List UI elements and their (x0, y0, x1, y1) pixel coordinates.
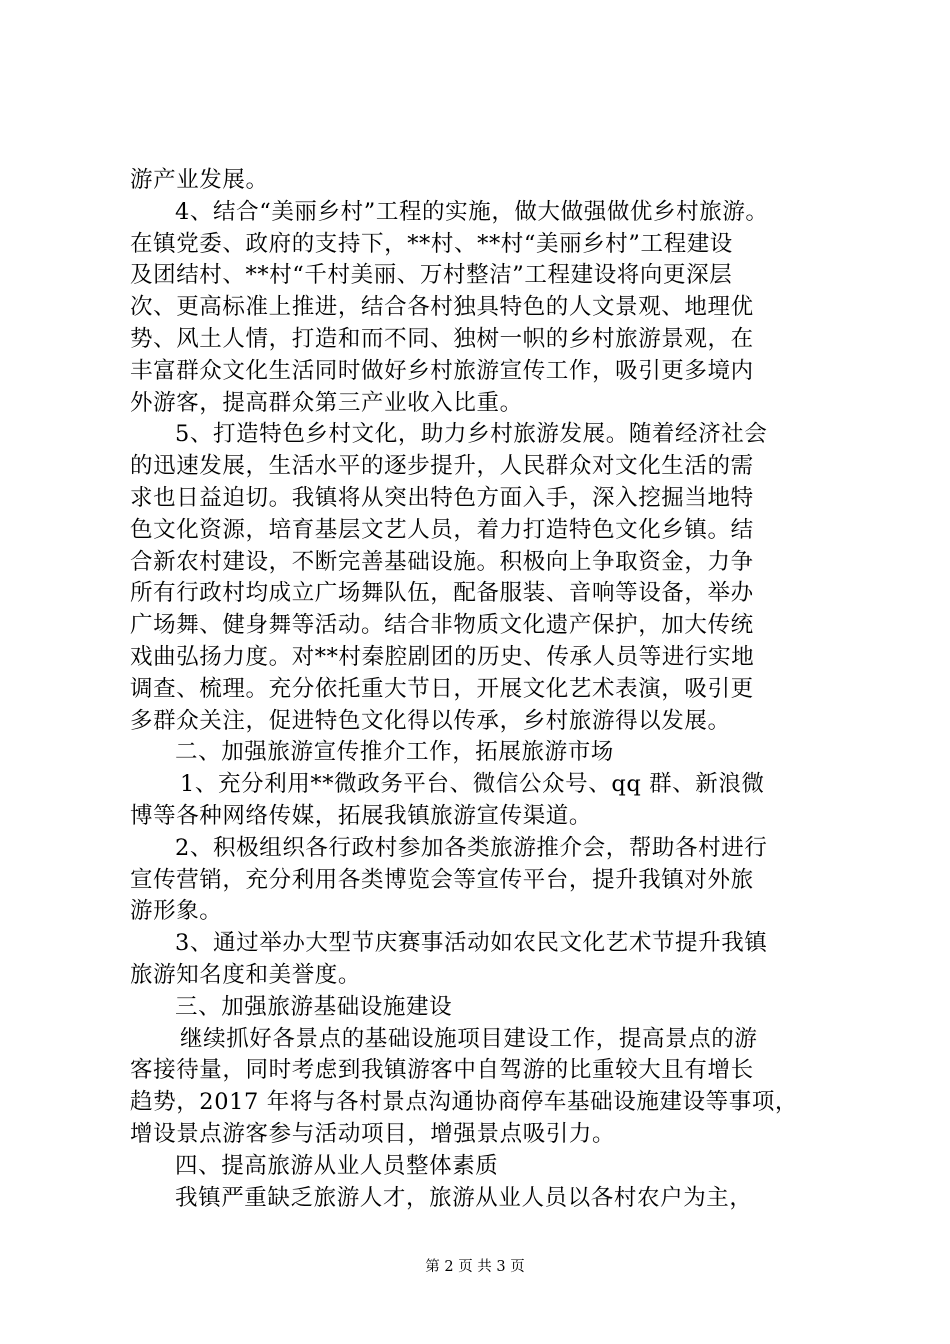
body-text-line: 合新农村建设，不断完善基础设施。积极向上争取资金，力争 (130, 548, 754, 575)
body-text-line: 5、打造特色乡村文化，助力乡村旅游发展。随着经济社会 (175, 421, 768, 448)
body-text-line: 我镇严重缺乏旅游人才，旅游从业人员以各村农户为主， (175, 1184, 753, 1211)
body-text-line: 2、积极组织各行政村参加各类旅游推介会，帮助各村进行 (175, 834, 768, 861)
body-text-line: 丰富群众文化生活同时做好乡村旅游宣传工作，吸引更多境内 (130, 357, 754, 384)
body-text-line: 调查、梳理。充分依托重大节日，开展文化艺术表演，吸引更 (130, 675, 754, 702)
body-text-line: 1、充分利用**微政务平台、微信公众号、qq 群、新浪微 (180, 771, 765, 798)
body-text-line: 增设景点游客参与活动项目，增强景点吸引力。 (130, 1121, 616, 1147)
body-text-line: 在镇党委、政府的支持下，**村、**村“美丽乡村”工程建设 (130, 230, 733, 257)
body-text-line: 所有行政村均成立广场舞队伍，配备服装、音响等设备，举办 (130, 580, 754, 607)
body-text-line: 广场舞、健身舞等活动。结合非物质文化遗产保护，加大传统 (130, 612, 754, 639)
section-heading: 三、加强旅游基础设施建设 (175, 993, 453, 1020)
body-text-line: 客接待量，同时考虑到我镇游客中自驾游的比重较大且有增长 (130, 1057, 754, 1084)
body-text-line: 游形象。 (130, 898, 223, 925)
body-text-line: 求也日益迫切。我镇将从突出特色方面入手，深入挖掘当地特 (130, 485, 754, 511)
body-text-line: 色文化资源，培育基层文艺人员，着力打造特色文化乡镇。结 (130, 516, 754, 543)
page-footer: 第 2 页 共 3 页 (425, 1259, 525, 1275)
body-text-line: 4、结合“美丽乡村”工程的实施，做大做强做优乡村旅游。 (175, 198, 769, 225)
body-text-line: 的迅速发展，生活水平的逐步提升，人民群众对文化生活的需 (130, 453, 754, 480)
body-text-line: 多群众关注，促进特色文化得以传承，乡村旅游得以发展。 (130, 707, 731, 734)
body-text-line: 四、提高旅游从业人员整体素质 (175, 1152, 499, 1179)
body-text-line: 势、风土人情，打造和而不同、独树一帜的乡村旅游景观，在 (130, 326, 754, 352)
body-text-line: 宣传营销，充分利用各类博览会等宣传平台，提升我镇对外旅 (130, 866, 754, 893)
body-text-line: 及团结村、**村“千村美丽、万村整洁”工程建设将向更深层 (130, 262, 733, 289)
body-text-line: 旅游知名度和美誉度。 (130, 962, 362, 988)
body-text-line: 博等各种网络传媒，拓展我镇旅游宣传渠道。 (130, 803, 593, 829)
body-text-line: 继续抓好各景点的基础设施项目建设工作，提高景点的游 (180, 1025, 758, 1052)
body-text-line: 戏曲弘扬力度。对**村秦腔剧团的历史、传承人员等进行实地 (130, 644, 755, 670)
body-text-line: 外游客，提高群众第三产业收入比重。 (130, 389, 523, 416)
body-text-line: 游产业发展。 (130, 167, 269, 193)
body-text-line: 3、通过举办大型节庆赛事活动如农民文化艺术节提升我镇 (175, 930, 768, 957)
section-heading: 二、加强旅游宣传推介工作，拓展旅游市场 (175, 739, 614, 766)
body-text-line: 次、更高标准上推进，结合各村独具特色的人文景观、地理优 (130, 294, 754, 321)
body-text-line: 趋势，2017 年将与各村景点沟通协商停车基础设施建设等事项， (130, 1089, 799, 1116)
